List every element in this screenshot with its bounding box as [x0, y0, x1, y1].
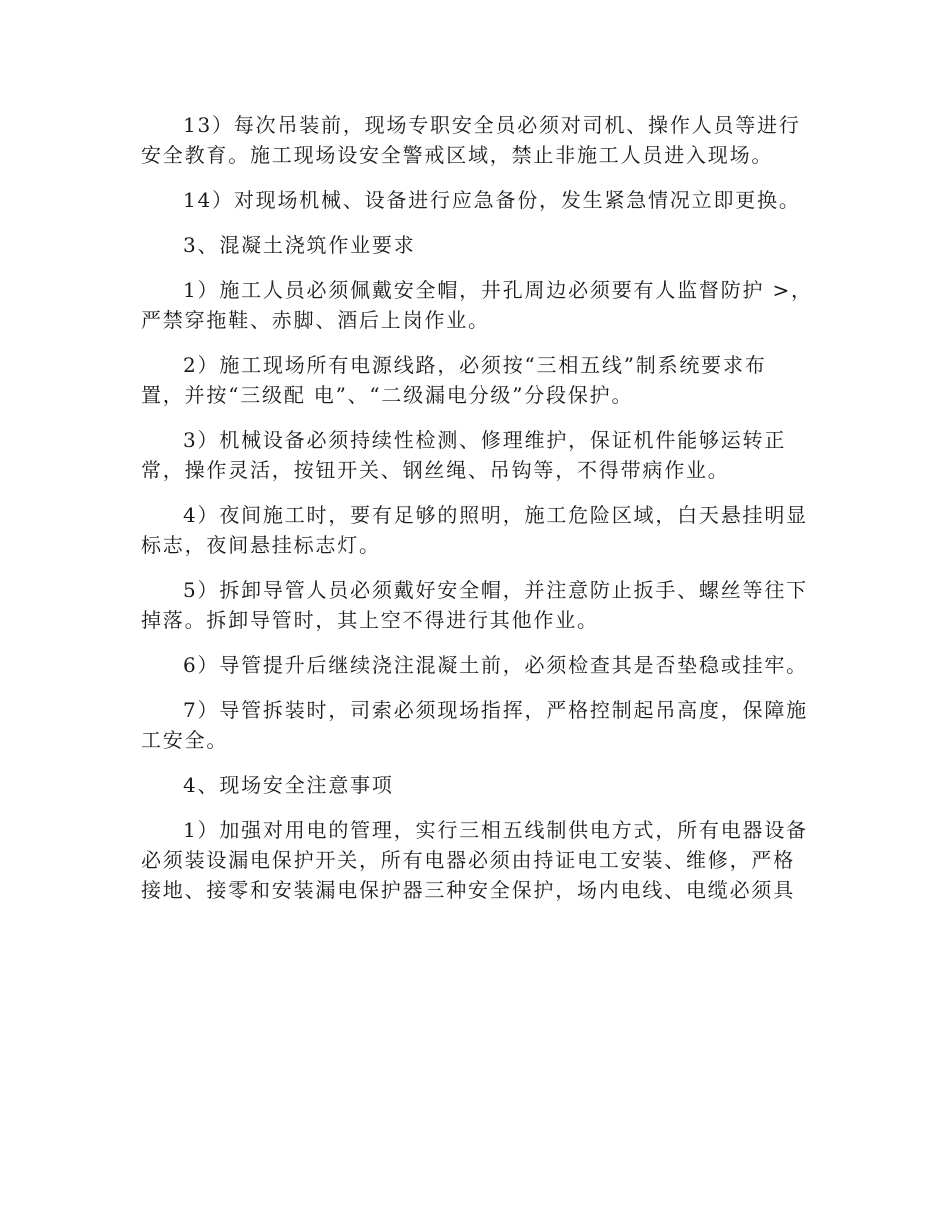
section-heading-concrete-pouring [141, 230, 809, 260]
paragraph-1-electrical-management [141, 815, 809, 905]
paragraph-6-pipe-lifting [141, 650, 809, 680]
document-body [141, 110, 813, 920]
paragraph-2-power-lines [141, 350, 809, 410]
text-line: 13）每次吊装前，现场专职安全员必须对司机、操作人员等进行 [183, 113, 801, 137]
paragraph-4-night-lighting [141, 500, 809, 560]
text-line: 7）导管拆装时，司索必须现场指挥，严格控制起吊高度，保障施 [183, 698, 808, 722]
text-line: 3）机械设备必须持续性检测、修理维护，保证机件能够运转正 [183, 428, 787, 452]
text-line: 常，操作灵活，按钮开关、钢丝绳、吊钩等，不得带病作业。 [141, 458, 730, 482]
text-line: 安全教育。施工现场设安全警戒区域，禁止非施工人员进入现场。 [141, 143, 774, 167]
text-line: 4）夜间施工时，要有足够的照明，施工危险区域，白天悬挂明显 [183, 503, 808, 527]
text-line: 接地、接零和安装漏电保护器三种安全保护，场内电线、电缆必须具 [141, 878, 795, 902]
text-line: 严禁穿拖鞋、赤脚、酒后上岗作业。 [141, 308, 490, 332]
paragraph-1-safety-helmet [141, 275, 813, 335]
text-line: 必须装设漏电保护开关，所有电器必须由持证电工安装、维修，严格 [141, 848, 795, 872]
text-line: 4、现场安全注意事项 [183, 773, 394, 797]
text-line: 6）导管提升后继续浇注混凝土前，必须检查其是否垫稳或挂牢。 [183, 653, 808, 677]
text-line: 2）施工现场所有电源线路，必须按“三相五线”制系统要求布 [183, 353, 767, 377]
paragraph-3-machine-maintenance [141, 425, 809, 485]
text-line: 标志，夜间悬挂标志灯。 [141, 533, 381, 557]
paragraph-7-pipe-assembly [141, 695, 809, 755]
text-line: 14）对现场机械、设备进行应急备份，发生紧急情况立即更换。 [183, 188, 801, 212]
paragraph-5-pipe-removal [141, 575, 809, 635]
text-line: 工安全。 [141, 728, 229, 752]
text-line: 5）拆卸导管人员必须戴好安全帽，并注意防止扳手、螺丝等往下 [183, 578, 808, 602]
paragraph-13-crane-safety-education [141, 110, 809, 170]
text-line: 掉落。拆卸导管时，其上空不得进行其他作业。 [141, 608, 599, 632]
paragraph-14-equipment-backup [141, 185, 809, 215]
text-line: 3、混凝土浇筑作业要求 [183, 233, 416, 257]
section-heading-site-safety [141, 770, 809, 800]
text-line: 1）施工人员必须佩戴安全帽，井孔周边必须要有人监督防护 >， [183, 278, 813, 302]
text-line: 1）加强对用电的管理，实行三相五线制供电方式，所有电器设备 [183, 818, 808, 842]
text-line: 置，并按“三级配 电”、“二级漏电分级”分段保护。 [141, 383, 634, 407]
